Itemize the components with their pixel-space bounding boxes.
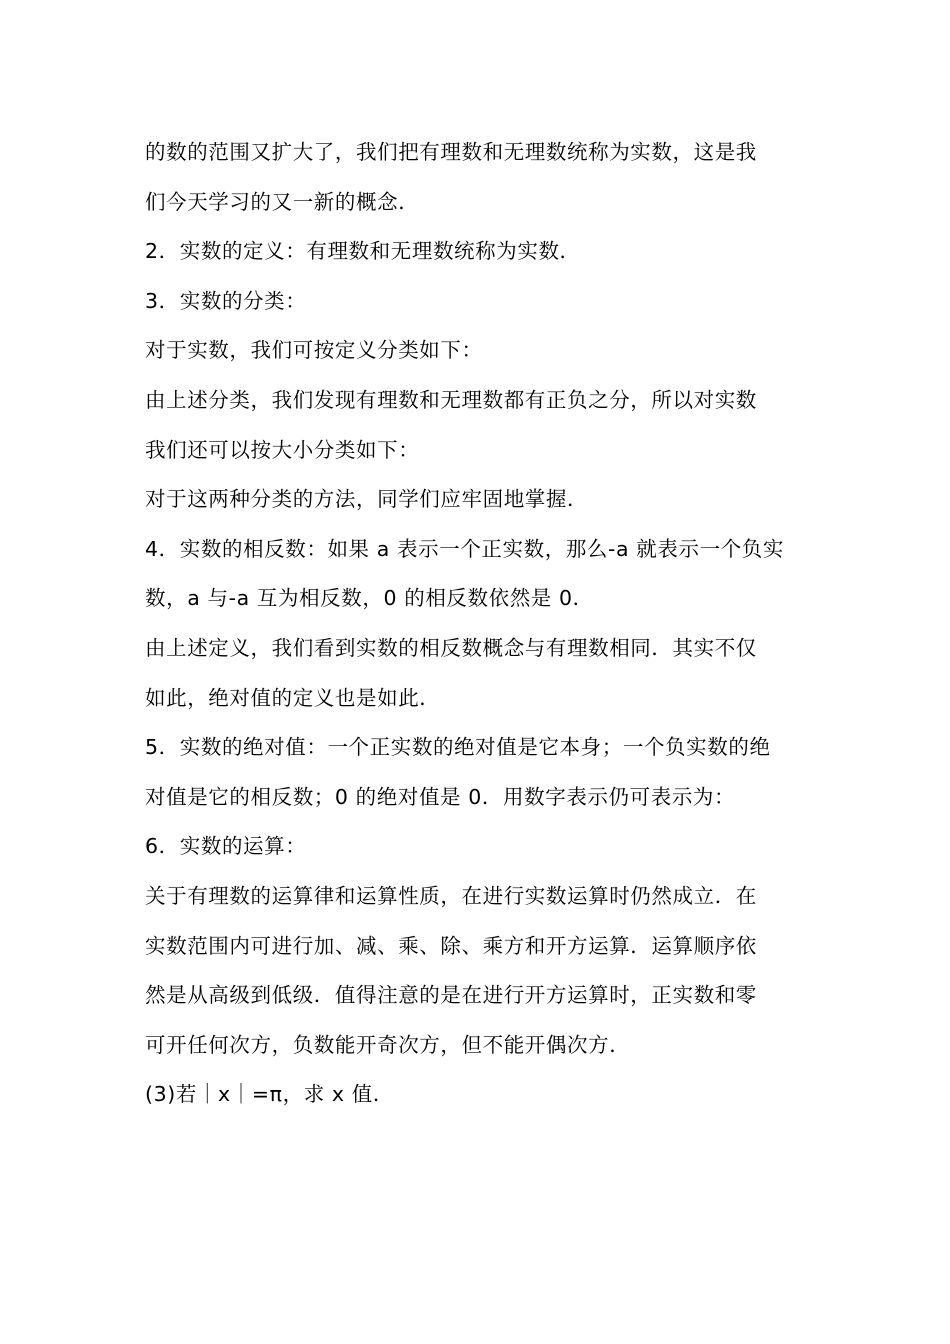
- text-line: 3．实数的分类：: [145, 288, 307, 313]
- text-line: 数，a 与-a 互为相反数，0 的相反数依然是 0．: [145, 586, 594, 611]
- text-line: 5．实数的绝对值：一个正实数的绝对值是它本身；一个负实数的绝: [145, 735, 771, 760]
- document-body: [145, 128, 815, 1120]
- text-line: 对于这两种分类的方法，同学们应牢固地掌握．: [145, 487, 589, 512]
- text-line: 实数范围内可进行加、减、乘、除、乘方和开方运算．运算顺序依: [145, 933, 757, 958]
- text-line: 4．实数的相反数：如果 a 表示一个正实数，那么-a 就表示一个负实: [145, 536, 785, 561]
- text-line: 可开任何次方，负数能开奇次方，但不能开偶次方．: [145, 1032, 631, 1057]
- text-line: 对值是它的相反数；0 的绝对值是 0．用数字表示仍可表示为：: [145, 784, 736, 809]
- text-line: 们今天学习的又一新的概念．: [145, 189, 420, 214]
- text-line: 由上述分类，我们发现有理数和无理数都有正负之分，所以对实数: [145, 387, 757, 412]
- text-line: 2．实数的定义：有理数和无理数统称为实数．: [145, 239, 581, 264]
- text-line: 对于实数，我们可按定义分类如下：: [145, 338, 483, 363]
- text-line: 由上述定义，我们看到实数的相反数概念与有理数相同．其实不仅: [145, 635, 757, 660]
- text-line: 关于有理数的运算律和运算性质，在进行实数运算时仍然成立．在: [145, 883, 757, 908]
- text-line: 6．实数的运算：: [145, 834, 307, 859]
- text-line: 我们还可以按大小分类如下：: [145, 437, 420, 462]
- text-line: (3)若｜x｜=π，求 x 值．: [145, 1082, 394, 1107]
- text-line: 然是从高级到低级．值得注意的是在进行开方运算时，正实数和零: [145, 983, 757, 1008]
- text-line: 的数的范围又扩大了，我们把有理数和无理数统称为实数，这是我: [145, 140, 757, 164]
- text-line: 如此，绝对值的定义也是如此．: [145, 685, 441, 710]
